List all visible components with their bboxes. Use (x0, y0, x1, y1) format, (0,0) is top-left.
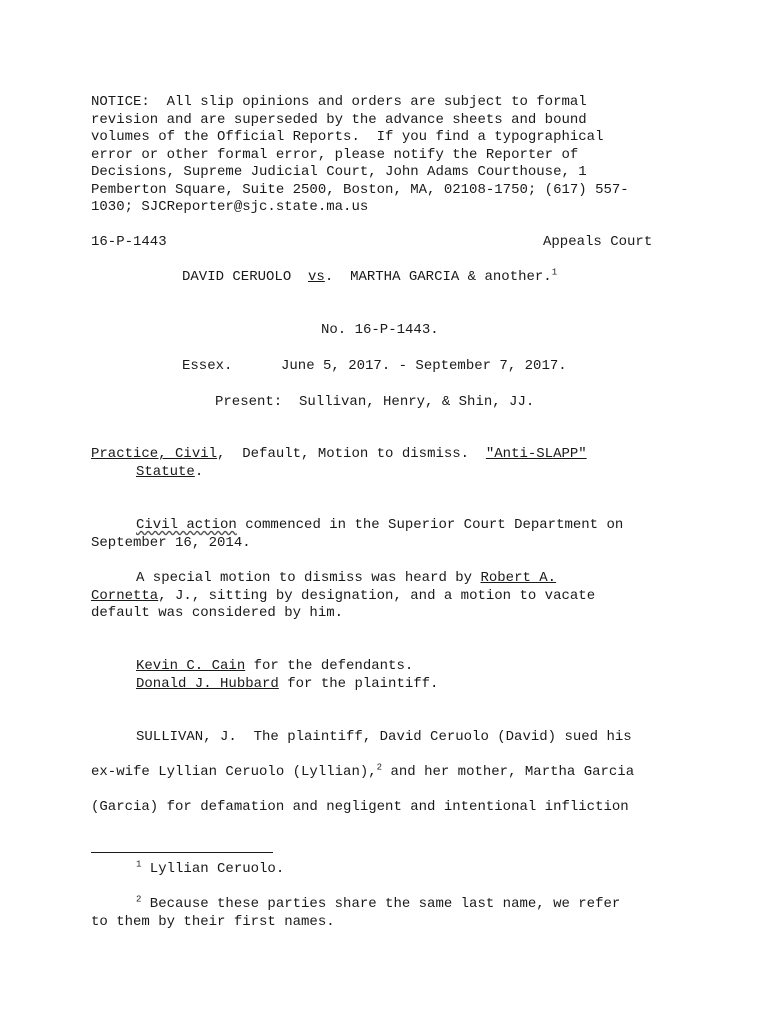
versus-dot: . (324, 269, 334, 285)
notice-line: error or other formal error, please notify the Reporter of (91, 146, 579, 163)
civil-action-term: Civil action (136, 517, 237, 533)
headnote-line (91, 446, 587, 464)
court-name: Appeals Court (543, 234, 653, 250)
headnote-link-statute[interactable]: Statute (136, 464, 195, 480)
county: Essex. (182, 358, 233, 374)
judge-name-link[interactable]: Cornetta (91, 588, 159, 604)
footnote-text: Lyllian Ceruolo. (141, 861, 285, 877)
counsel-defendants-link[interactable]: Kevin C. Cain (136, 658, 246, 674)
footnote-text: Because these parties share the same last name, we refer (141, 896, 621, 912)
plaintiff-name: DAVID CERUOLO (182, 269, 292, 285)
notice-line: volumes of the Official Reports. If you find a typographical (91, 129, 604, 145)
footnote-mark: 2 (136, 894, 142, 905)
footnote-1 (136, 861, 284, 879)
notice-line: Decisions, Supreme Judicial Court, John Adams Courthouse, 1 (91, 164, 587, 180)
headnote-line (136, 464, 203, 482)
procedural-line (91, 588, 595, 606)
procedural-line: September 16, 2014. (91, 535, 251, 551)
counsel-role: for the plaintiff. (278, 676, 439, 692)
notice-line: NOTICE: All slip opinions and orders are subject to formal (91, 94, 587, 110)
notice-line: 1030; SJCReporter@sjc.state.ma.us (91, 199, 369, 215)
case-dates: June 5, 2017. - September 7, 2017. (281, 358, 567, 374)
footnote-ref: 2 (376, 762, 383, 773)
counsel-role: for the defendants. (245, 658, 414, 674)
opinion-text: ex-wife Lyllian Ceruolo (Lyllian), (91, 764, 377, 780)
notice-line: revision and are superseded by the advance sheets and bound (91, 111, 587, 128)
opinion-line: SULLIVAN, J. The plaintiff, David Ceruolo (David) sued his (136, 729, 632, 745)
procedural-text: A special motion to dismiss was heard by (136, 570, 481, 586)
notice-line: Pemberton Square, Suite 2500, Boston, MA, 02108-1750; (617) 557- (91, 181, 629, 198)
opinion-text: and her mother, Martha Garcia (382, 764, 635, 780)
procedural-line (136, 517, 623, 535)
docket-number: 16-P-1443 (91, 234, 167, 250)
opinion-line (91, 764, 634, 782)
procedural-line: default was considered by him. (91, 605, 344, 621)
procedural-text: , J., sitting by designation, and a motion to vacate (158, 588, 596, 604)
counsel-line (136, 676, 438, 694)
footnote-ref: 1 (551, 267, 558, 278)
opinion-line: (Garcia) for defamation and negligent and intentional infliction (91, 799, 629, 815)
headnote-link-anti-slapp[interactable]: "Anti-SLAPP" (485, 446, 587, 462)
case-caption (182, 269, 557, 287)
footnote-2 (136, 896, 620, 914)
counsel-plaintiff-link[interactable]: Donald J. Hubbard (136, 676, 279, 692)
headnote-text: . (194, 464, 204, 480)
judge-name-link[interactable]: Robert A. (480, 570, 557, 586)
footnote-divider (91, 852, 273, 853)
case-number: No. 16-P-1443. (321, 322, 439, 338)
footnote-2-cont: to them by their first names. (91, 914, 335, 930)
footnote-mark: 1 (136, 859, 142, 870)
defendant-names: MARTHA GARCIA & another. (350, 269, 552, 285)
headnote-link-practice-civil[interactable]: Practice, Civil (91, 446, 218, 462)
procedural-line (136, 570, 556, 588)
procedural-text: commenced in the Superior Court Department on (236, 517, 624, 533)
versus: vs (308, 269, 325, 285)
headnote-text: , Default, Motion to dismiss. (217, 446, 486, 462)
panel-present: Present: Sullivan, Henry, & Shin, JJ. (215, 394, 535, 410)
counsel-line (136, 658, 413, 676)
